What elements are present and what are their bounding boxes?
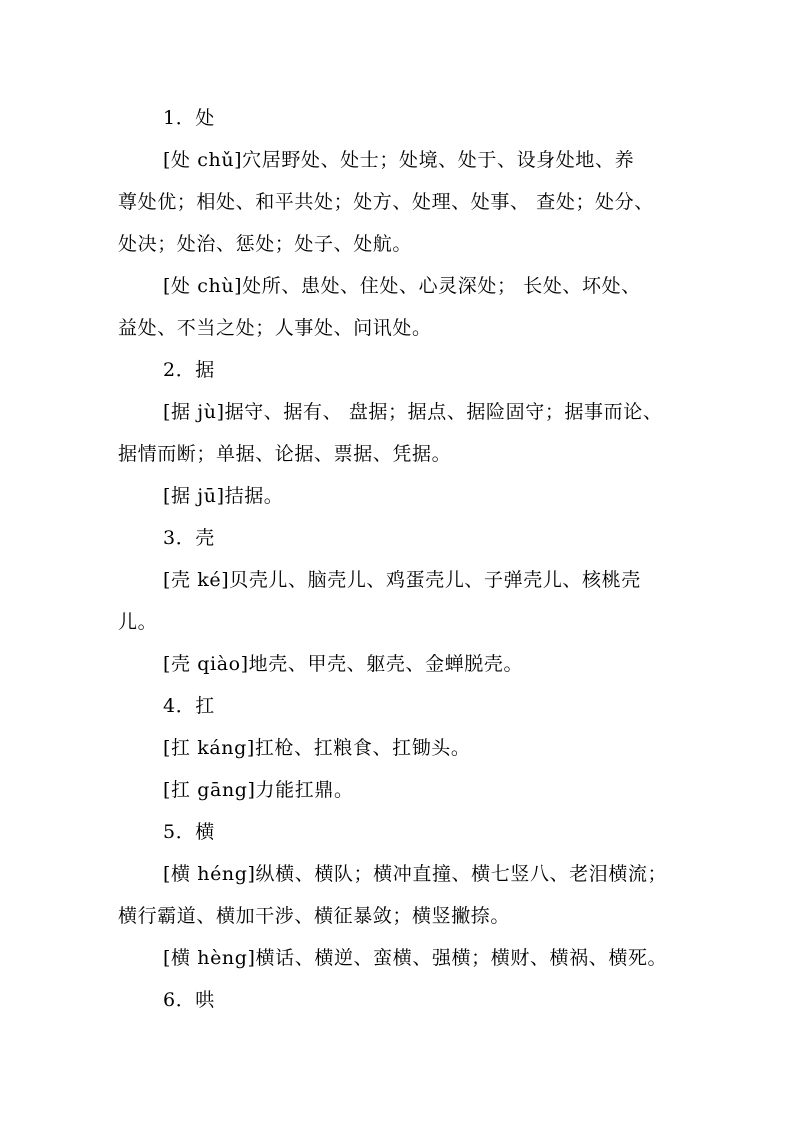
entry-line: 据情而断；单据、论据、票据、凭据。 <box>118 443 452 465</box>
entry-line: [扛 káng]扛枪、扛粮食、扛锄头。 <box>163 737 471 759</box>
section-heading-3: 3．壳 <box>163 527 215 549</box>
section-heading-4: 4．扛 <box>163 695 215 717</box>
entry-line: [处 chù]处所、患处、住处、心灵深处； 长处、坏处、 <box>163 275 641 297</box>
entry-line: [据 jū]拮据。 <box>163 485 284 507</box>
entry-line: 处决；处治、惩处；处子、处航。 <box>118 233 413 255</box>
entry-line: [壳 ké]贝壳儿、脑壳儿、鸡蛋壳儿、子弹壳儿、核桃壳 <box>163 569 641 591</box>
section-heading-2: 2．据 <box>163 359 215 381</box>
section-heading-1: 1．处 <box>163 107 215 129</box>
entry-line: [据 jù]据守、据有、 盘据；据点、据险固守；据事而论、 <box>163 401 663 423</box>
entry-line: 益处、不当之处；人事处、问讯处。 <box>118 317 432 339</box>
entry-line: 横行霸道、横加干涉、横征暴敛；横竖撇捺。 <box>118 905 511 927</box>
section-heading-5: 5．横 <box>163 821 215 843</box>
entry-line: 尊处优；相处、和平共处；处方、处理、处事、 查处；处分、 <box>118 191 654 213</box>
entry-line: [壳 qiào]地壳、甲壳、躯壳、金蝉脱壳。 <box>163 653 524 675</box>
entry-line: [横 hèng]横话、横逆、蛮横、强横；横财、横祸、横死。 <box>163 947 668 969</box>
entry-line: [横 héng]纵横、横队；横冲直撞、横七竖八、老泪横流； <box>163 863 668 885</box>
section-heading-6: 6．哄 <box>163 989 215 1011</box>
entry-line: 儿。 <box>118 611 158 633</box>
entry-line: [扛 gāng]力能扛鼎。 <box>163 779 354 801</box>
entry-line: [处 chǔ]穴居野处、处士；处境、处于、设身处地、养 <box>163 149 635 171</box>
